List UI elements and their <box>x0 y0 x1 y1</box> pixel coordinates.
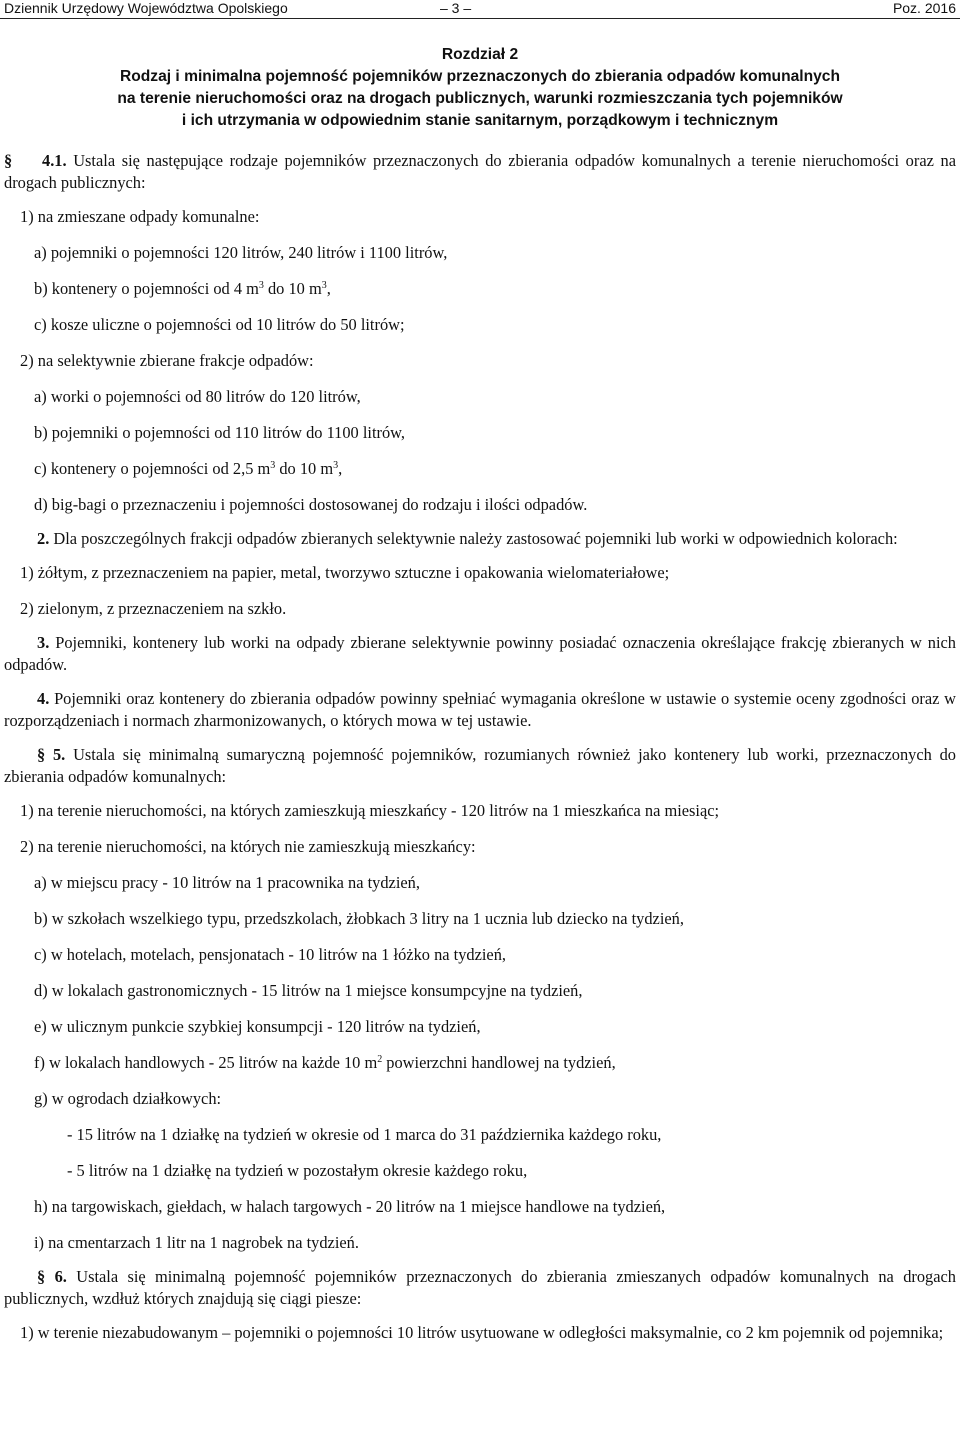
section-sign: § <box>4 151 13 170</box>
superscript: 3 <box>333 460 339 471</box>
dash-item: - 15 litrów na 1 działkę na tydzień w okresie od 1 marca do 31 października każdego roku, <box>67 1125 662 1144</box>
section-number: 5. <box>52 745 66 764</box>
list-item <box>4 278 956 300</box>
text-run: powierzchni handlowej na tydzień, <box>382 1053 616 1072</box>
list-item: c) kosze uliczne o pojemności od 10 litrów do 50 litrów; <box>34 315 405 334</box>
list-item: 2) na terenie nieruchomości, na których nie zamieszkują mieszkańcy: <box>20 837 476 856</box>
text-run: f) w lokalach handlowych - 25 litrów na każde 10 m <box>34 1053 378 1072</box>
list-item: a) worki o pojemności od 80 litrów do 120 litrów, <box>34 387 361 406</box>
list-item: 1) żółtym, z przeznaczeniem na papier, metal, tworzywo sztuczne i opakowania wielomateriałowe; <box>20 563 670 582</box>
superscript: 2 <box>377 1054 383 1065</box>
list-item: a) pojemniki o pojemności 120 litrów, 240 litrów i 1100 litrów, <box>34 243 448 262</box>
list-item: 2) zielonym, z przeznaczeniem na szkło. <box>20 599 287 618</box>
paragraph-4 <box>4 688 956 732</box>
list-item: c) w hotelach, motelach, pensjonatach - 10 litrów na 1 łóżko na tydzień, <box>34 945 506 964</box>
list-item <box>4 458 956 480</box>
superscript: 3 <box>321 280 327 291</box>
page-header <box>0 0 960 18</box>
list-item: 1) w terenie niezabudowanym – pojemniki o pojemności 10 litrów usytuowane w odległości maksymalnie, co 2 km pojemnik od pojemnika; <box>20 1323 944 1342</box>
list-item: h) na targowiskach, giełdach, w halach targowych - 20 litrów na 1 miejsce handlowe na tydzień, <box>34 1197 666 1216</box>
paragraph-text: Dla poszczególnych frakcji odpadów zbieranych selektywnie należy zastosować pojemniki lub worki w odpowiednich kolorach: <box>53 529 898 548</box>
list-item: e) w ulicznym punkcie szybkiej konsumpcji - 120 litrów na tydzień, <box>34 1017 481 1036</box>
text-run: , <box>338 459 343 478</box>
paragraph-number: 3. <box>37 633 50 652</box>
section-number: 4.1. <box>42 151 67 170</box>
journal-title: Dziennik Urzędowy Województwa Opolskiego <box>4 0 288 16</box>
position-number: Poz. 2016 <box>892 0 956 16</box>
list-item: d) big-bagi o przeznaczeniu i pojemności dostosowanej do rodzaju i ilości odpadów. <box>34 495 588 514</box>
paragraph-text: Pojemniki oraz kontenery do zbierania odpadów powinny spełniać wymagania określone w ustawie o systemie oceny zgodności oraz w rozporządzeniach i normach zharmonizowanych, o których mowa w tej ustawie. <box>4 689 956 730</box>
list-item: d) w lokalach gastronomicznych - 15 litrów na 1 miejsce konsumpcyjne na tydzień, <box>34 981 583 1000</box>
section-sign: § <box>37 745 46 764</box>
superscript: 3 <box>270 460 276 471</box>
list-item: 2) na selektywnie zbierane frakcje odpadów: <box>20 351 314 370</box>
list-item: 1) na terenie nieruchomości, na których zamieszkują mieszkańcy - 120 litrów na 1 mieszkańca na miesiąc; <box>20 801 720 820</box>
paragraph-text: Ustala się minimalną pojemność pojemników przeznaczonych do zbierania zmieszanych odpadów komunalnych na drogach publicznych, wzdłuż których znajdują się ciągi piesze: <box>4 1267 956 1308</box>
list-item: i) na cmentarzach 1 litr na 1 nagrobek na tydzień. <box>34 1233 359 1252</box>
section-6-intro <box>4 1266 956 1310</box>
paragraph-text: Ustala się następujące rodzaje pojemników przeznaczonych do zbierania odpadów komunalnych a terenie nieruchomości oraz na drogach publicznych: <box>4 151 956 192</box>
text-run: c) kontenery o pojemności od 2,5 m <box>34 459 271 478</box>
paragraph-number: 4. <box>37 689 50 708</box>
section-number: 6. <box>54 1267 67 1286</box>
dash-item: - 5 litrów na 1 działkę na tydzień w pozostałym okresie każdego roku, <box>67 1161 528 1180</box>
text-run: do 10 m <box>275 459 334 478</box>
list-item: a) w miejscu pracy - 10 litrów na 1 pracownika na tydzień, <box>34 873 420 892</box>
chapter-number: Rozdział 2 <box>441 46 519 63</box>
section-sign: § <box>37 1267 46 1286</box>
paragraph-2 <box>4 528 956 550</box>
list-item: 1) na zmieszane odpady komunalne: <box>20 207 260 226</box>
chapter-title-line: na terenie nieruchomości oraz na drogach publicznych, warunki rozmieszczania tych pojemników <box>117 90 843 107</box>
paragraph-3 <box>4 632 956 676</box>
header-divider <box>0 18 960 19</box>
list-item: b) pojemniki o pojemności od 110 litrów do 1100 litrów, <box>34 423 406 442</box>
document-body <box>4 150 956 1344</box>
chapter-heading <box>0 44 960 132</box>
list-item: g) w ogrodach działkowych: <box>34 1089 222 1108</box>
chapter-title-line: i ich utrzymania w odpowiednim stanie sanitarnym, porządkowym i technicznym <box>181 112 779 129</box>
text-run: , <box>326 279 331 298</box>
paragraph-text: Ustala się minimalną sumaryczną pojemność pojemników, rozumianych również jako kontenery lub worki, przeznaczonych do zbierania odpadów komunalnych: <box>4 745 956 786</box>
paragraph-text: Pojemniki, kontenery lub worki na odpady zbierane selektywnie powinny posiadać oznaczenia określające frakcję zbieranych w nich odpadów. <box>4 633 956 674</box>
text-run: b) kontenery o pojemności od 4 m <box>34 279 259 298</box>
superscript: 3 <box>258 280 264 291</box>
paragraph-number: 2. <box>37 529 50 548</box>
page-number: – 3 – <box>440 0 472 16</box>
section-4-intro <box>4 150 956 194</box>
list-item: b) w szkołach wszelkiego typu, przedszkolach, żłobkach 3 litry na 1 ucznia lub dziecko na tydzień, <box>34 909 684 928</box>
chapter-title-line: Rodzaj i minimalna pojemność pojemników przeznaczonych do zbierania odpadów komunalnych <box>119 68 841 85</box>
list-item <box>4 1052 956 1074</box>
section-5-intro <box>4 744 956 788</box>
text-run: do 10 m <box>263 279 322 298</box>
